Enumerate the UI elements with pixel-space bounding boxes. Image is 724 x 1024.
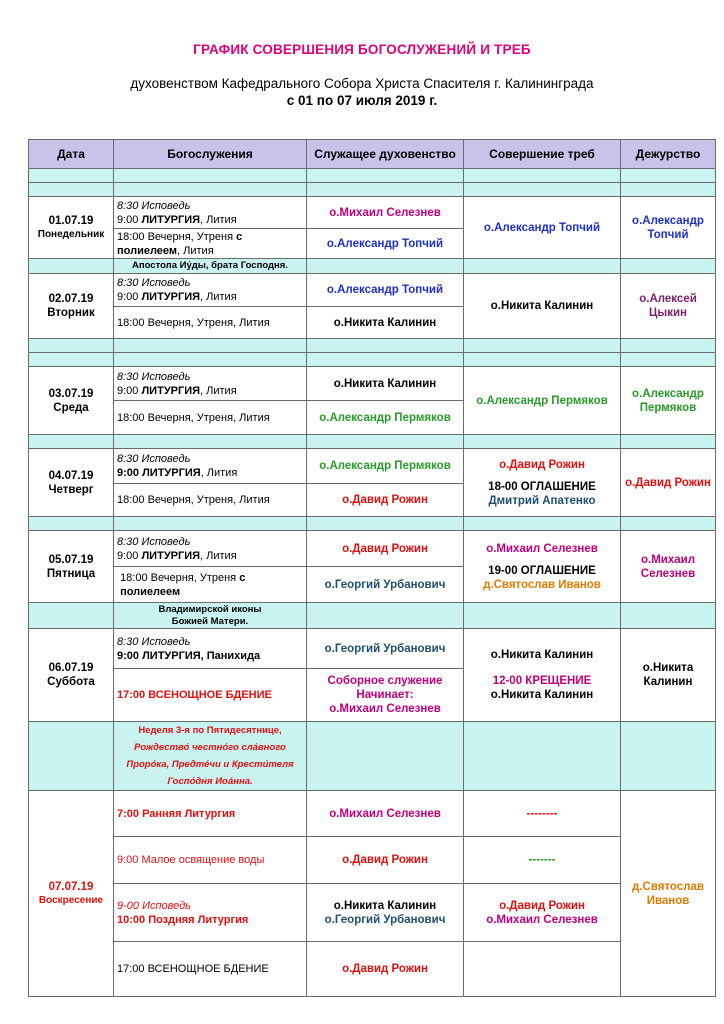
service-cell [114,274,307,307]
service-cell: 9:00 Малое освящение воды [114,837,307,884]
service-name: ЛИТУРГИЯ [141,549,201,562]
date-cell [29,274,114,339]
service-cell: 7:00 Ранняя Литургия [114,791,307,837]
separator-row [29,353,716,367]
clergy-cell: о.Давид Рожин [307,837,464,884]
feast-row [29,259,716,274]
feast-note: Владимирской иконы Божией Матери. [114,603,307,629]
feast-row-sunday [29,722,716,791]
service-text: , Лития [177,244,214,257]
weekday-text: Суббота [47,676,95,688]
service-name: ЛИТУРГИЯ [141,213,201,226]
treby-cell [464,884,621,942]
service-extra: , Лития [200,213,237,226]
day-row-07 [29,791,716,837]
catechesis-label: 18-00 ОГЛАШЕНИЕ [488,480,596,493]
separator-row [29,169,716,183]
service-cell [114,884,307,942]
clergy-name: о.Михаил Селезнев [329,703,441,715]
duty-cell: о.Александр Пермяков [621,367,716,435]
weekday-text: Пятница [46,567,96,580]
separator-row [29,183,716,197]
service-time: 9:00 [117,549,142,562]
service-cell: 17:00 ВСЕНОЩНОЕ БДЕНИЕ [114,669,307,722]
treby-priest: о.Никита Калинин [490,649,594,661]
date-text: 07.07.19 [48,880,94,893]
clergy-name: о.Никита Калинин [333,899,437,912]
schedule-period: с 01 по 07 июля 2019 г. [286,93,438,108]
date-text: 01.07.19 [48,214,94,227]
service-cell [114,531,307,567]
treby-priest: о.Михаил Селезнев [486,913,598,926]
feast-note [114,722,307,791]
service-bold: полиелеем [117,244,178,257]
date-text: 03.07.19 [48,387,94,400]
date-cell [29,531,114,603]
confession-time: 8:30 Исповедь [117,199,191,212]
day-row-01 [29,197,716,229]
treby-priest: о.Давид Рожин [499,899,585,912]
service-cell: 18:00 Вечерня, Утреня, Лития [114,401,307,435]
catechist-name: Дмитрий Апатенко [488,494,596,507]
clergy-note: Начинает: [356,689,414,701]
service-name: 9:00 ЛИТУРГИЯ, Панихида [117,649,261,662]
treby-cell: о.Александр Пермяков [464,367,621,435]
service-extra: , Лития [200,467,238,479]
clergy-cell: о.Александр Топчий [307,229,464,259]
confession-time: 8:30 Исповедь [117,535,191,548]
date-cell [29,629,114,722]
service-name: 9:00 ЛИТУРГИЯ [117,467,201,479]
service-bold: полиелеем [120,585,181,598]
service-cell [114,629,307,669]
day-row-04 [29,449,716,484]
page-title: ГРАФИК СОВЕРШЕНИЯ БОГОСЛУЖЕНИЙ И ТРЕБ [193,42,531,57]
baptism-priest: о.Никита Калинин [490,689,594,701]
col-services-header: Богослужения [114,140,307,169]
treby-priest: о.Давид Рожин [499,458,585,471]
clergy-cell: о.Георгий Урбанович [307,629,464,669]
service-name: 10:00 Поздняя Литургия [117,913,249,926]
service-cell: 17:00 ВСЕНОЩНОЕ БДЕНИЕ [114,942,307,997]
weekday-text: Вторник [47,307,95,319]
date-cell [29,449,114,517]
catechesis-label: 19-00 ОГЛАШЕНИЕ [488,564,596,577]
service-cell [114,197,307,229]
confession-time: 8:30 Исповедь [117,453,191,465]
col-treby-header: Совершение треб [464,140,621,169]
clergy-cell: о.Никита Калинин [307,367,464,401]
clergy-cell: о.Георгий Урбанович [307,567,464,603]
date-text: 02.07.19 [48,293,94,305]
date-text: 05.07.19 [48,553,94,566]
separator-row [29,435,716,449]
clergy-note: Соборное служение [327,675,443,687]
feast-line: Проро́ка, Предте́чи и Крести́теля [126,759,294,770]
clergy-cell: о.Давид Рожин [307,484,464,517]
duty-cell: о.Никита Калинин [621,629,716,722]
service-bold: с [236,230,243,243]
service-cell [114,449,307,484]
service-name: ЛИТУРГИЯ [141,384,201,397]
duty-cell: о.Алексей Цыкин [621,274,716,339]
treby-cell: о.Александр Топчий [464,197,621,259]
clergy-cell: о.Александр Топчий [307,274,464,307]
service-name: ЛИТУРГИЯ [141,291,201,303]
feast-line: Госпо́дня Иоа́нна. [167,776,253,787]
clergy-cell [307,884,464,942]
day-row-06 [29,629,716,669]
service-time: 9:00 [117,213,142,226]
baptism-label: 12-00 КРЕЩЕНИЕ [492,675,592,687]
confession-time: 8:30 Исповедь [117,277,191,289]
service-text: 18:00 Вечерня, Утреня [120,571,240,584]
confession-time: 8:30 Исповедь [117,635,191,648]
col-date-header: Дата [29,140,114,169]
date-cell [29,197,114,259]
service-extra: , Лития [200,384,237,397]
treby-cell-empty [464,942,621,997]
service-extra: , Лития [200,291,237,303]
page-subtitle: духовенством Кафедрального Собора Христа Спасителя г. Калининграда [130,76,594,91]
duty-cell: о.Михаил Селезнев [621,531,716,603]
clergy-cell: о.Александр Пермяков [307,401,464,435]
day-row-03 [29,367,716,401]
treby-cell [464,629,621,722]
treby-cell: о.Никита Калинин [464,274,621,339]
date-cell [29,791,114,997]
separator-row [29,517,716,531]
day-row-07-d [29,942,716,997]
schedule-table [28,139,716,997]
service-cell: 18:00 Вечерня, Утреня, Лития [114,307,307,339]
treby-cell [464,449,621,517]
date-cell [29,367,114,435]
service-bold: с [239,571,246,584]
weekday-text: Четверг [48,483,94,496]
clergy-cell: о.Давид Рожин [307,531,464,567]
service-cell [114,567,307,603]
feast-line: Неделя 3-я по Пятидесятнице, [138,725,282,736]
weekday-text: Воскресение [38,894,104,906]
duty-cell: о.Давид Рожин [621,449,716,517]
table-header-row [29,140,716,169]
clergy-cell: о.Михаил Селезнев [307,197,464,229]
service-time: 9:00 [117,384,142,397]
clergy-name: о.Георгий Урбанович [324,913,446,926]
duty-cell: д.Святослав Иванов [621,791,716,997]
catechist-name: д.Святослав Иванов [483,578,601,591]
service-cell [114,229,307,259]
confession-time: 9-00 Исповедь [117,899,191,912]
treby-cell [464,531,621,603]
duty-cell: о.Александр Топчий [621,197,716,259]
separator-row [29,339,716,353]
treby-cell: ------- [464,837,621,884]
date-text: 06.07.19 [48,662,94,674]
date-text: 04.07.19 [48,469,94,482]
feast-line: Рождество́ честно́го сла́вного [134,742,286,753]
weekday-text: Среда [53,401,89,414]
service-extra: , Лития [200,549,237,562]
weekday-text: Понедельник [37,228,105,240]
day-row-07-b [29,837,716,884]
feast-note: Апостола Иу́ды, брата Господня. [114,259,307,274]
treby-priest: о.Михаил Селезнев [486,542,598,555]
clergy-cell: о.Никита Калинин [307,307,464,339]
clergy-cell [307,669,464,722]
treby-cell: -------- [464,791,621,837]
service-cell [114,367,307,401]
day-row-05 [29,531,716,567]
clergy-cell: о.Александр Пермяков [307,449,464,484]
col-clergy-header: Служащее духовенство [307,140,464,169]
clergy-cell: о.Давид Рожин [307,942,464,997]
service-text: 18:00 Вечерня, Утреня [117,230,237,243]
service-time: 9:00 [117,291,142,303]
confession-time: 8:30 Исповедь [117,370,191,383]
day-row-02 [29,274,716,307]
service-cell: 18:00 Вечерня, Утреня, Лития [114,484,307,517]
col-duty-header: Дежурство [621,140,716,169]
clergy-cell: о.Михаил Селезнев [307,791,464,837]
feast-row [29,603,716,629]
day-row-07-c [29,884,716,942]
